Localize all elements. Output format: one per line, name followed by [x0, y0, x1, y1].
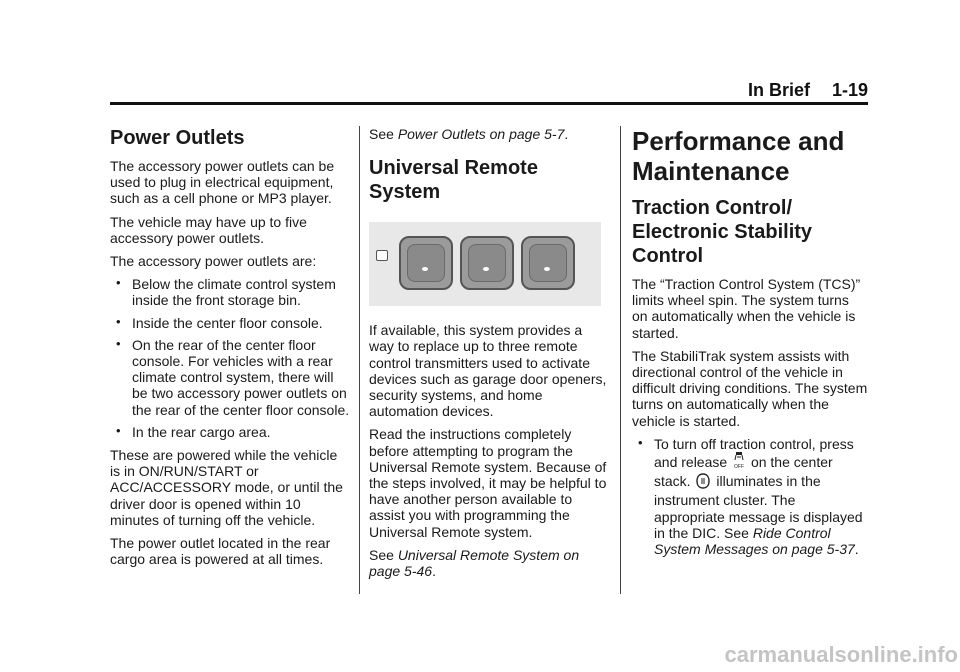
bullet-icon: • — [116, 313, 121, 329]
indicator-light-icon — [376, 250, 388, 261]
list-item: • Below the climate control system inside the front storage bin. — [116, 275, 336, 309]
column-2 — [369, 126, 607, 586]
bullet-icon: • — [116, 335, 121, 351]
list-item: • Inside the center floor console. — [116, 313, 323, 331]
paragraph: If available, this system provides a way to replace up to three remote control transmitters used to activate devices such as garage door openers, security systems, and home automation devices. — [369, 322, 607, 420]
traction-control-off-icon — [733, 452, 745, 473]
remote-button-3-icon — [521, 236, 575, 290]
reference-link[interactable]: Universal Remote System on page 5-46 — [369, 546, 580, 580]
list-item: • In the rear cargo area. — [116, 422, 271, 440]
svg-text:OFF: OFF — [734, 464, 745, 471]
cross-reference: See Power Outlets on page 5-7. — [369, 126, 569, 142]
bullet-icon: • — [638, 434, 643, 450]
universal-remote-heading: Universal Remote System — [369, 157, 538, 204]
running-header — [748, 80, 868, 101]
cross-reference: See Universal Remote System on page 5-46. — [369, 546, 580, 580]
column-divider-1 — [359, 126, 360, 594]
remote-button-1-icon — [399, 236, 453, 290]
traction-control-heading: Traction Control/ Electronic Stability Control — [632, 197, 813, 267]
remote-button-2-icon — [460, 236, 514, 290]
column-divider-2 — [620, 126, 621, 594]
paragraph: The accessory power outlets are: — [110, 253, 317, 270]
header-rule — [110, 102, 868, 105]
bullet-icon: • — [116, 275, 121, 291]
section-title: In Brief — [747, 80, 810, 100]
outlet-location-list — [110, 276, 350, 440]
column-1 — [110, 126, 350, 574]
paragraph: The “Traction Control System (TCS)” limits wheel spin. The system turns on automatically when the vehicle is started. — [632, 276, 861, 341]
list-item: • On the rear of the center floor console. For vehicles with a rear climate control system, there will be two accessory power outlets on the rear of the center floor console. — [116, 335, 350, 418]
paragraph: The accessory power outlets can be used to plug in electrical equipment, such as a cell phone or MP3 player. — [110, 158, 335, 207]
chapter-heading: Performance and Maintenance — [632, 126, 845, 186]
reference-link[interactable]: Ride Control System Messages on page 5-37 — [654, 524, 855, 558]
watermark: carmanualsonline.info — [724, 642, 958, 667]
paragraph: The vehicle may have up to five accessory power outlets. — [110, 213, 307, 246]
tcs-off-indicator-icon — [696, 473, 710, 492]
paragraph: Read the instructions completely before attempting to program the Universal Remote system. Because of the steps involved, it may be helpful to have another person available to assist you with programming the Universal Remote system. — [369, 426, 607, 540]
reference-link[interactable]: Power Outlets on page 5-7 — [397, 126, 565, 142]
column-3 — [632, 126, 868, 564]
paragraph: These are powered while the vehicle is in ON/RUN/START or ACC/ACCESSORY mode, or until the driver door is opened within 10 minutes of turning off the vehicle. — [110, 447, 343, 528]
power-outlets-heading: Power Outlets — [110, 127, 245, 149]
bullet-icon: • — [116, 422, 121, 438]
paragraph: The power outlet located in the rear cargo area is powered at all times. — [110, 535, 331, 568]
paragraph: The StabiliTrak system assists with directional control of the vehicle in difficult driving conditions. The system turns on automatically when the vehicle is started. — [632, 347, 868, 429]
instruction-list — [632, 436, 868, 557]
universal-remote-buttons-illustration — [369, 222, 601, 306]
page-number: 1-19 — [831, 80, 868, 100]
list-item: • To turn off traction control, press and release OFF on the center stack. illuminates in the instrument cluster. The appropriate message is displayed in the DIC. See Ride Control System Messages on page 5-37. — [638, 434, 863, 558]
